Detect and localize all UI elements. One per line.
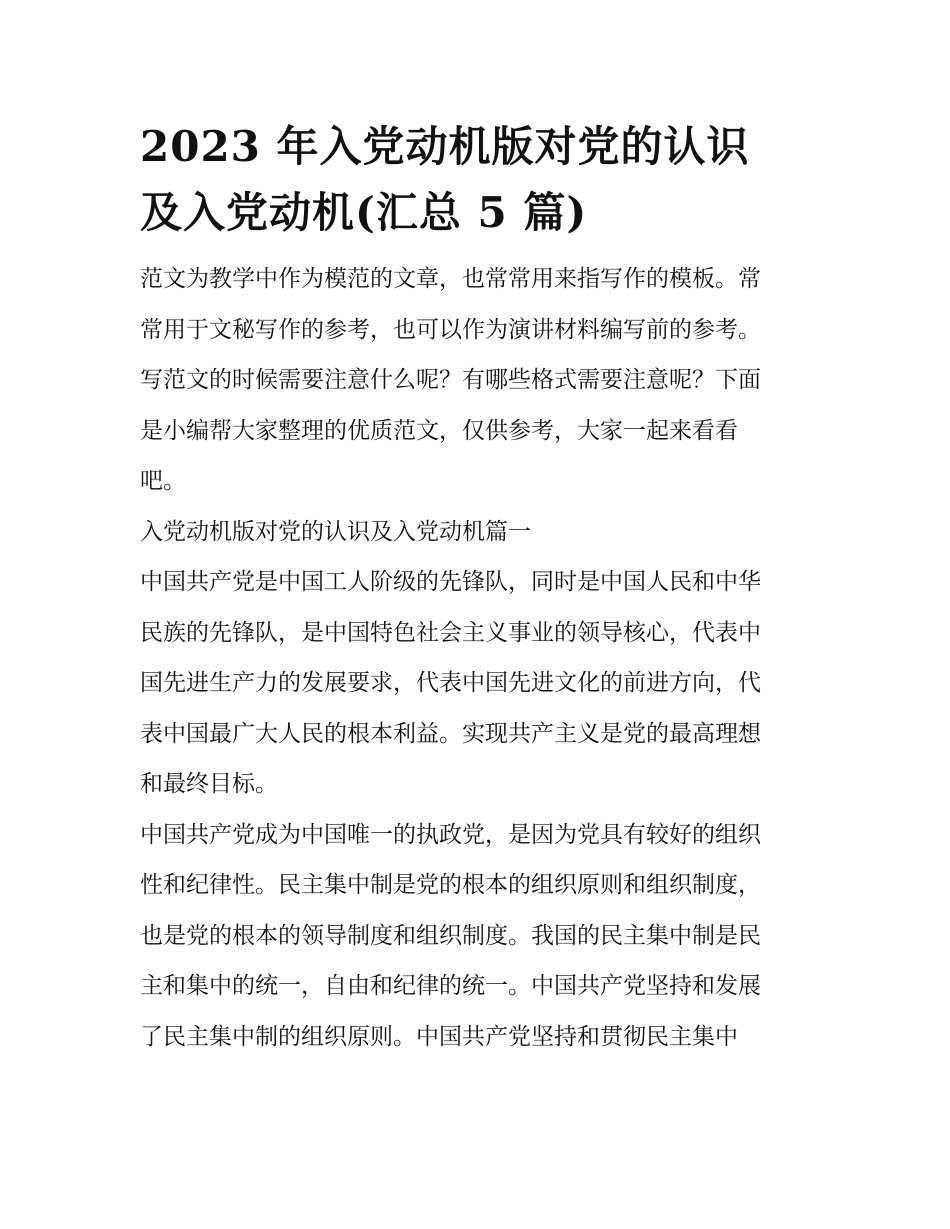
intro-line: 吧。 bbox=[140, 468, 186, 494]
title-line: 2023 年入党动机版对党的认识 bbox=[140, 122, 750, 171]
paragraph-line: 了民主集中制的组织原则。中国共产党坚持和贯彻民主集中 bbox=[140, 1023, 738, 1050]
body-paragraph-1 bbox=[140, 557, 812, 810]
paragraph-line: 国先进生产力的发展要求，代表中国先进文化的前进方向，代 bbox=[140, 670, 761, 696]
intro-line: 常用于文秘写作的参考，也可以作为演讲材料编写前的参考。 bbox=[140, 316, 761, 343]
paragraph-line: 民族的先锋队，是中国特色社会主义事业的领导核心，代表中 bbox=[140, 619, 761, 646]
paragraph-line: 性和纪律性。民主集中制是党的根本的组织原则和组织制度， bbox=[140, 872, 761, 898]
document-title bbox=[140, 114, 812, 246]
paragraph-line: 主和集中的统一，自由和纪律的统一。中国共产党坚持和发展 bbox=[140, 973, 761, 999]
document-content bbox=[140, 114, 812, 1062]
intro-line: 写范文的时候需要注意什么呢？有哪些格式需要注意呢？下面 bbox=[140, 367, 761, 393]
paragraph-line: 也是党的根本的领导制度和组织制度。我国的民主集中制是民 bbox=[140, 922, 761, 949]
body-paragraph-2 bbox=[140, 810, 812, 1063]
section-heading: 入党动机版对党的认识及入党动机篇一 bbox=[140, 518, 531, 545]
paragraph-line: 和最终目标。 bbox=[140, 771, 278, 797]
paragraph-line: 表中国最广大人民的根本利益。实现共产主义是党的最高理想 bbox=[140, 720, 761, 747]
intro-line: 范文为教学中作为模范的文章，也常常用来指写作的模板。常 bbox=[140, 266, 761, 292]
intro-paragraph bbox=[140, 254, 812, 507]
paragraph-line: 中国共产党是中国工人阶级的先锋队，同时是中国人民和中华 bbox=[140, 569, 761, 595]
title-line: 及入党动机(汇总 5 篇) bbox=[140, 188, 588, 237]
intro-line: 是小编帮大家整理的优质范文，仅供参考，大家一起来看看 bbox=[140, 417, 738, 444]
paragraph-line: 中国共产党成为中国唯一的执政党，是因为党具有较好的组织 bbox=[140, 821, 761, 848]
